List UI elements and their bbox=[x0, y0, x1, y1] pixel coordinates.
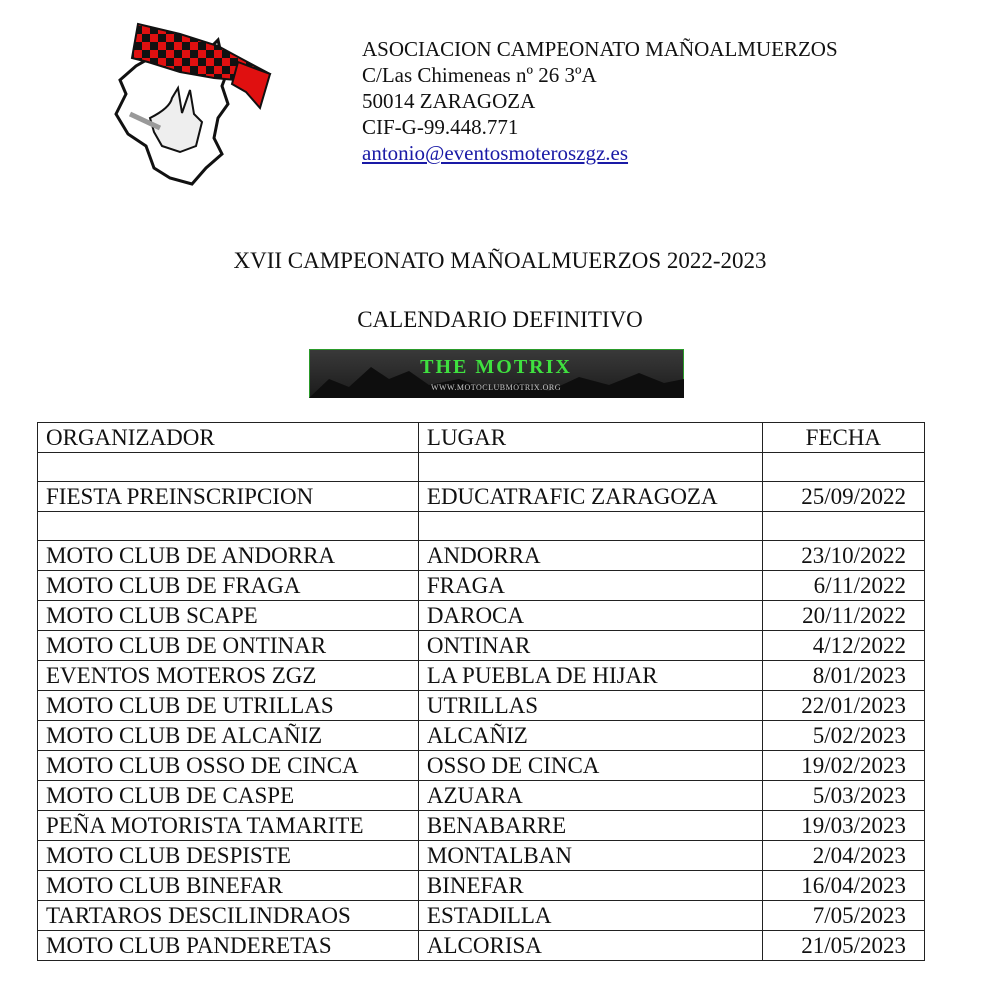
cif: CIF-G-99.448.771 bbox=[362, 115, 519, 139]
table-row bbox=[38, 811, 925, 841]
cell-lugar: AZUARA bbox=[418, 781, 762, 811]
cell-lugar: ALCAÑIZ bbox=[418, 721, 762, 751]
cell-organizador: MOTO CLUB DE UTRILLAS bbox=[38, 691, 419, 721]
cell-organizador: MOTO CLUB BINEFAR bbox=[38, 871, 419, 901]
table-row bbox=[38, 841, 925, 871]
table-row bbox=[38, 751, 925, 781]
cell-fecha: 22/01/2023 bbox=[762, 691, 924, 721]
table-row bbox=[38, 571, 925, 601]
cell-organizador: FIESTA PREINSCRIPCION bbox=[38, 482, 419, 512]
cell-fecha bbox=[762, 453, 924, 482]
table-header-row bbox=[38, 423, 925, 453]
table-row bbox=[38, 482, 925, 512]
table-row bbox=[38, 541, 925, 571]
cell-organizador: MOTO CLUB DESPISTE bbox=[38, 841, 419, 871]
table-row bbox=[38, 901, 925, 931]
cell-lugar: ALCORISA bbox=[418, 931, 762, 961]
cell-lugar: ESTADILLA bbox=[418, 901, 762, 931]
cell-organizador: EVENTOS MOTEROS ZGZ bbox=[38, 661, 419, 691]
cell-fecha: 2/04/2023 bbox=[762, 841, 924, 871]
cell-lugar: MONTALBAN bbox=[418, 841, 762, 871]
cell-fecha: 19/03/2023 bbox=[762, 811, 924, 841]
cell-fecha: 6/11/2022 bbox=[762, 571, 924, 601]
cell-organizador: MOTO CLUB DE FRAGA bbox=[38, 571, 419, 601]
table-row bbox=[38, 601, 925, 631]
cell-lugar: UTRILLAS bbox=[418, 691, 762, 721]
cell-lugar: OSSO DE CINCA bbox=[418, 751, 762, 781]
cell-organizador: PEÑA MOTORISTA TAMARITE bbox=[38, 811, 419, 841]
banner-name: THE MOTRIX bbox=[420, 356, 572, 378]
cell-lugar: EDUCATRAFIC ZARAGOZA bbox=[418, 482, 762, 512]
email-link[interactable]: antonio@eventosmoteroszgz.es bbox=[362, 141, 629, 165]
association-address bbox=[362, 36, 838, 166]
header-fecha: FECHA bbox=[762, 423, 924, 453]
cell-lugar: ONTINAR bbox=[418, 631, 762, 661]
table-row bbox=[38, 453, 925, 482]
cell-organizador: MOTO CLUB DE ALCAÑIZ bbox=[38, 721, 419, 751]
cell-fecha: 25/09/2022 bbox=[762, 482, 924, 512]
table-row bbox=[38, 661, 925, 691]
cell-fecha: 20/11/2022 bbox=[762, 601, 924, 631]
header-lugar: LUGAR bbox=[418, 423, 762, 453]
cell-fecha: 16/04/2023 bbox=[762, 871, 924, 901]
table-row bbox=[38, 691, 925, 721]
cell-organizador: MOTO CLUB PANDERETAS bbox=[38, 931, 419, 961]
cell-organizador: MOTO CLUB DE ONTINAR bbox=[38, 631, 419, 661]
cell-fecha: 8/01/2023 bbox=[762, 661, 924, 691]
header-organizador: ORGANIZADOR bbox=[38, 423, 419, 453]
table-row bbox=[38, 871, 925, 901]
cell-lugar bbox=[418, 512, 762, 541]
association-logo bbox=[110, 18, 275, 188]
cell-fecha: 23/10/2022 bbox=[762, 541, 924, 571]
table-row bbox=[38, 781, 925, 811]
cell-organizador: MOTO CLUB DE CASPE bbox=[38, 781, 419, 811]
cell-lugar: BINEFAR bbox=[418, 871, 762, 901]
cell-lugar: FRAGA bbox=[418, 571, 762, 601]
table-row bbox=[38, 631, 925, 661]
city: 50014 ZARAGOZA bbox=[362, 89, 536, 113]
cell-organizador: TARTAROS DESCILINDRAOS bbox=[38, 901, 419, 931]
cell-organizador: MOTO CLUB SCAPE bbox=[38, 601, 419, 631]
table-row bbox=[38, 931, 925, 961]
motrix-banner bbox=[309, 349, 684, 398]
banner-url: WWW.MOTOCLUBMOTRIX.ORG bbox=[430, 383, 562, 392]
cell-fecha: 21/05/2023 bbox=[762, 931, 924, 961]
cell-lugar: BENABARRE bbox=[418, 811, 762, 841]
cell-lugar: ANDORRA bbox=[418, 541, 762, 571]
cell-fecha bbox=[762, 512, 924, 541]
street-address: C/Las Chimeneas nº 26 3ºA bbox=[362, 63, 597, 87]
cell-fecha: 19/02/2023 bbox=[762, 751, 924, 781]
calendar-table bbox=[37, 422, 925, 961]
cell-organizador bbox=[38, 453, 419, 482]
cell-fecha: 4/12/2022 bbox=[762, 631, 924, 661]
table-row bbox=[38, 721, 925, 751]
cell-organizador: MOTO CLUB DE ANDORRA bbox=[38, 541, 419, 571]
document-title: XVII CAMPEONATO MAÑOALMUERZOS 2022-2023 bbox=[233, 248, 767, 273]
cell-fecha: 5/02/2023 bbox=[762, 721, 924, 751]
org-name: ASOCIACION CAMPEONATO MAÑOALMUERZOS bbox=[362, 37, 838, 61]
cell-organizador: MOTO CLUB OSSO DE CINCA bbox=[38, 751, 419, 781]
cell-fecha: 5/03/2023 bbox=[762, 781, 924, 811]
table-row bbox=[38, 512, 925, 541]
cell-fecha: 7/05/2023 bbox=[762, 901, 924, 931]
cell-lugar bbox=[418, 453, 762, 482]
document-subtitle: CALENDARIO DEFINITIVO bbox=[357, 307, 643, 332]
cell-lugar: DAROCA bbox=[418, 601, 762, 631]
cell-lugar: LA PUEBLA DE HIJAR bbox=[418, 661, 762, 691]
cell-organizador bbox=[38, 512, 419, 541]
